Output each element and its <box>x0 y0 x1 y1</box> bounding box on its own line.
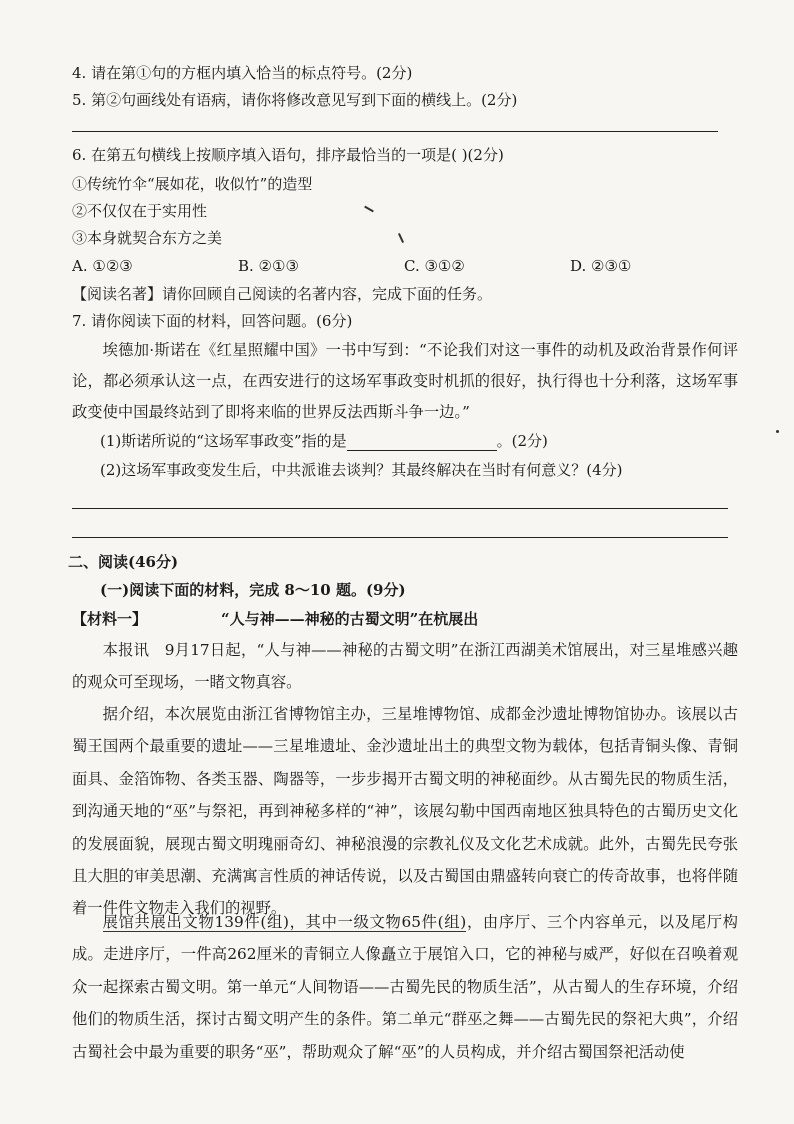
paragraph-2: 据介绍，本次展览由浙江省博物馆主办，三星堆博物馆、成都金沙遗址博物馆协办。该展以古蜀王国两个最重要的遗址——三星堆遗址、金沙遗址出土的典型文物为载体，包括青铜头像、青铜面具、金箔饰物、各类玉器、陶器等，一步步揭开古蜀文明的神秘面纱。从古蜀先民的物质生活，到沟通天地的“巫”与祭祀，再到神秘多样的“神”，该展勾勒中国西南地区独具特色的古蜀历史文化的发展面貌，展现古蜀文明瑰丽奇幻、神秘浪漫的宗教礼仪及文化艺术成就。此外，古蜀先民夸张且大胆的审美思潮、充满寓言性质的神话传说，以及古蜀国由鼎盛转向衰亡的传奇故事，也将伴随着一件件文物走入我们的视野。 <box>72 705 738 918</box>
q7-material: 埃德加·斯诺在《红星照耀中国》一书中写到：“不论我们对这一事件的动机及政治背景作何评论，都必须承认这一点，在西安进行的这场军事政变时机抓的很好，执行得也十分利落，这场军事政变使中国最终站到了即将来临的世界反法西斯斗争一边。” <box>72 341 738 421</box>
answer-line-q7-2[interactable] <box>72 537 728 538</box>
q6-item-3: ③本身就契合东方之美 <box>72 229 223 247</box>
q7-sub-1-suffix: 。(2分) <box>496 432 548 450</box>
reading-classics-heading: 【阅读名著】请你回顾自己阅读的名著内容，完成下面的任务。 <box>72 285 493 303</box>
material-1-header <box>72 609 738 629</box>
question-5: 5. 第②句画线处有语病，请你将修改意见写到下面的横线上。(2分) <box>72 91 518 109</box>
section-2-heading: 二、阅读(46分) <box>68 553 179 571</box>
paragraph-3 <box>72 906 738 1068</box>
question-4: 4. 请在第①句的方框内填入恰当的标点符号。(2分) <box>72 64 413 82</box>
material-1-title: “人与神——神秘的古蜀文明”在杭展出 <box>221 610 479 628</box>
underlined-sentence: 展馆共展出文物139件(组)，其中一级文物65件(组) <box>102 913 467 931</box>
paragraph-3-rest: ，由序厅、三个内容单元，以及尾厅构成。走进序厅，一件高262厘米的青铜立人像矗立于展馆入口，它的神秘与威严，好似在召唤着观众一起探索古蜀文明。第一单元“人间物语——古蜀先民的物质生活”，从古蜀人的生存环境，介绍他们的物质生活，探讨古蜀文明产生的条件。第二单元“群巫之舞——古蜀先民的祭祀大典”，介绍古蜀社会中最为重要的职务“巫”，帮助观众了解“巫”的人员构成，并介绍古蜀国祭祀活动使 <box>72 913 738 1061</box>
part-1-instruction: (一)阅读下面的材料，完成 8～10 题。(9分) <box>100 581 406 599</box>
answer-line-q7-1[interactable] <box>72 508 728 509</box>
q6-item-2: ②不仅仅在于实用性 <box>72 202 208 220</box>
option-c[interactable]: C. ③①② <box>404 257 465 275</box>
question-6: 6. 在第五句横线上按顺序填入语句，排序最恰当的一项是( )(2分) <box>72 146 504 164</box>
option-d[interactable]: D. ②③① <box>570 257 632 275</box>
q6-options <box>72 256 738 276</box>
q7-sub-1 <box>100 431 738 451</box>
answer-line-q5[interactable] <box>72 131 718 132</box>
q7-sub-2: (2)这场军事政变发生后，中共派谁去谈判？其最终解决在当时有何意义？(4分) <box>100 461 623 479</box>
paragraph-1: 本报讯 9月17日起，“人与神——神秘的古蜀文明”在浙江西湖美术馆展出，对三星堆感兴趣的观众可至现场，一睹文物真容。 <box>72 641 738 692</box>
option-b[interactable]: B. ②①③ <box>238 257 299 275</box>
q7-sub-1-blank[interactable] <box>347 434 497 451</box>
stray-dot <box>776 430 779 433</box>
q6-item-1: ①传统竹伞“展如花，收似竹”的造型 <box>72 175 313 193</box>
option-a[interactable]: A. ①②③ <box>72 257 133 275</box>
q7-sub-1-prefix: (1)斯诺所说的“这场军事政变”指的是 <box>100 432 347 450</box>
material-1-label: 【材料一】 <box>72 610 148 628</box>
question-7: 7. 请你阅读下面的材料，回答问题。(6分) <box>72 312 353 330</box>
